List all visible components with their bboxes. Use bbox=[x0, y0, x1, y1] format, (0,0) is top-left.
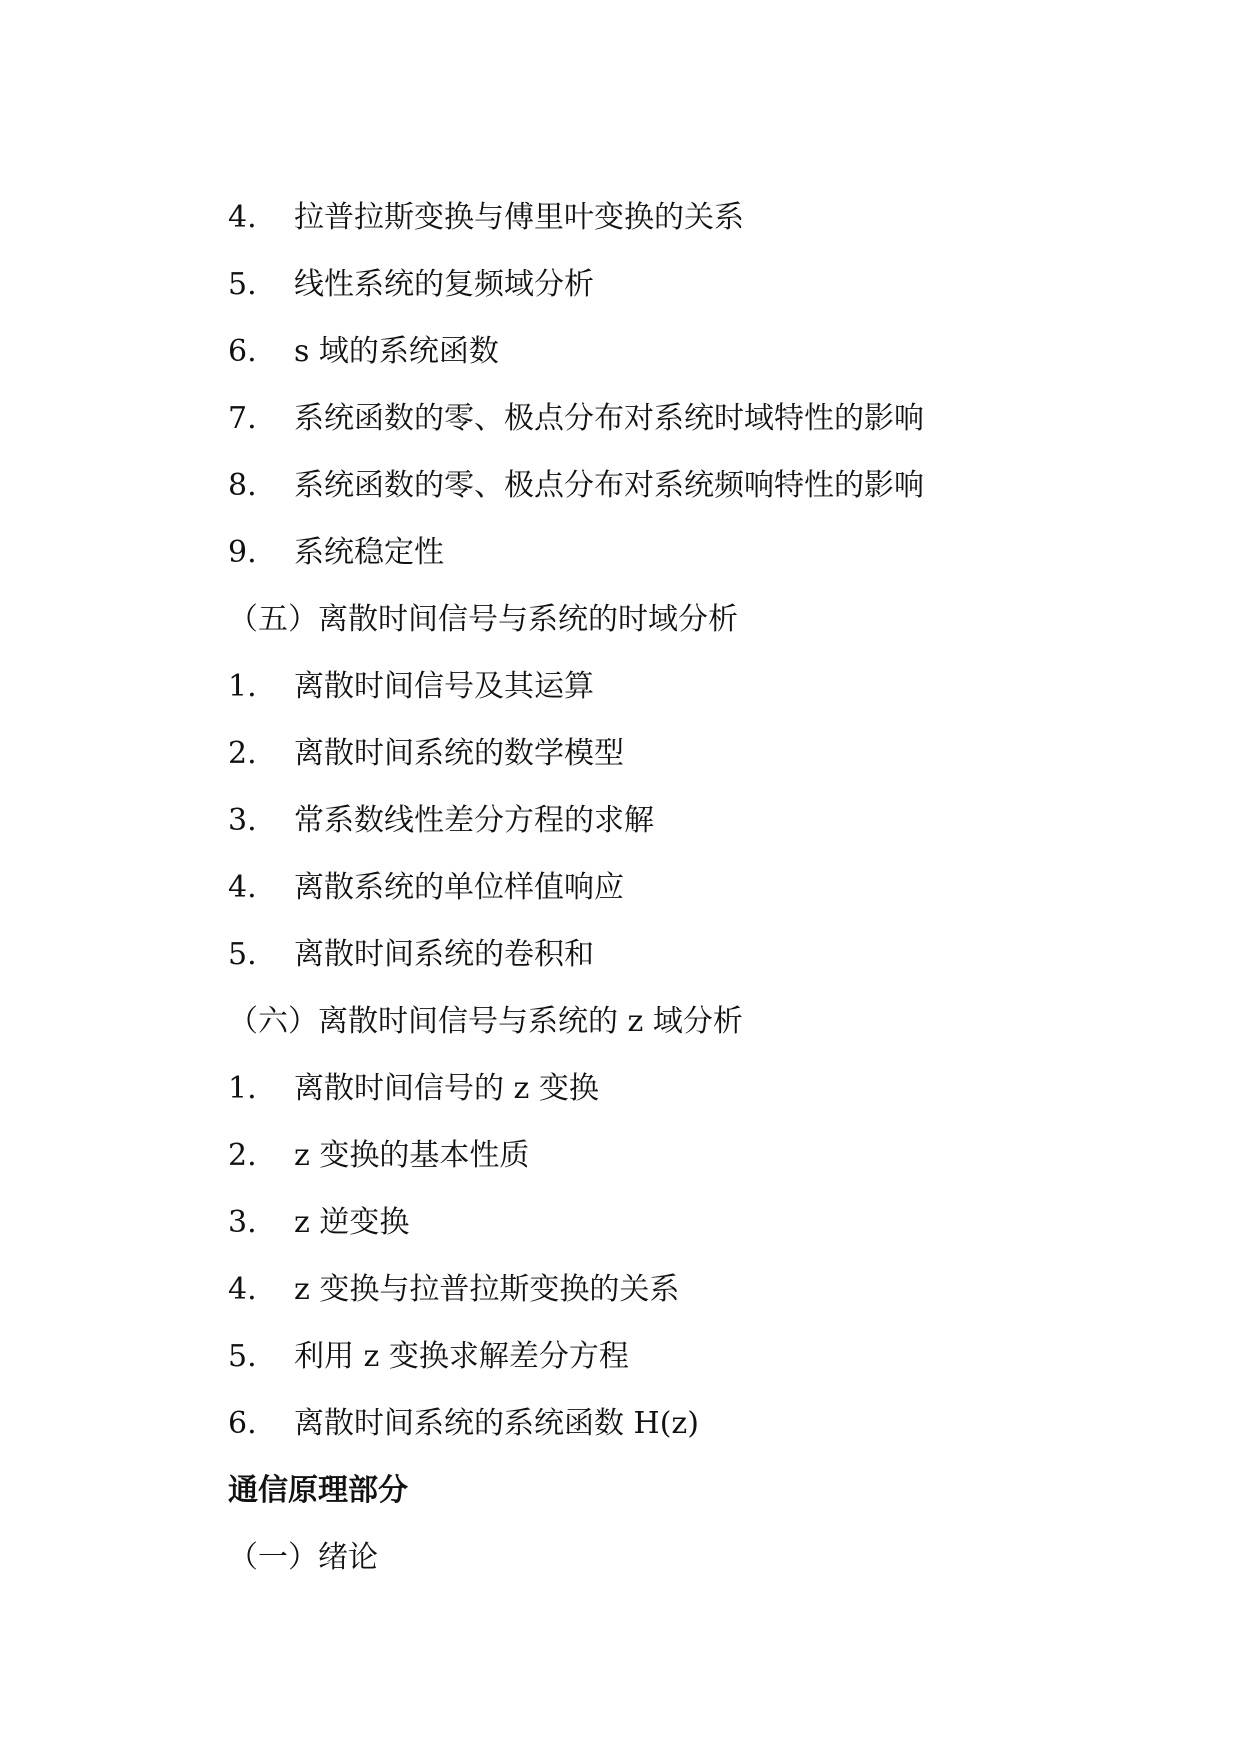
list-item-text: 离散时间系统的系统函数 H(z) bbox=[294, 1406, 699, 1441]
list-item-number: 2. bbox=[228, 1138, 257, 1173]
list-item-number: 4. bbox=[228, 200, 257, 235]
list-item bbox=[0, 724, 1240, 784]
section-heading bbox=[0, 590, 1240, 650]
list-item-number: 2. bbox=[228, 736, 257, 771]
list-item bbox=[0, 523, 1240, 583]
list-item-text: z 变换的基本性质 bbox=[294, 1138, 530, 1173]
list-item-number: 9. bbox=[228, 535, 257, 570]
list-item-text: z 逆变换 bbox=[294, 1205, 410, 1240]
list-item-number: 3. bbox=[228, 1205, 257, 1240]
list-item bbox=[0, 1126, 1240, 1186]
list-item-text: 离散系统的单位样值响应 bbox=[294, 870, 624, 905]
list-item-text: 利用 z 变换求解差分方程 bbox=[294, 1339, 629, 1374]
list-item-text: 系统稳定性 bbox=[294, 535, 444, 570]
list-item-text: 离散时间系统的数学模型 bbox=[294, 736, 624, 771]
list-item bbox=[0, 657, 1240, 717]
list-item-number: 4. bbox=[228, 1272, 257, 1307]
section-heading bbox=[0, 1528, 1240, 1588]
list-item bbox=[0, 255, 1240, 315]
list-item-text: 离散时间信号及其运算 bbox=[294, 669, 594, 704]
list-item-number: 6. bbox=[228, 1406, 257, 1441]
list-item-text: 系统函数的零、极点分布对系统频响特性的影响 bbox=[294, 468, 924, 503]
list-item-number: 1. bbox=[228, 669, 257, 704]
list-item-number: 5. bbox=[228, 267, 257, 302]
list-item bbox=[0, 456, 1240, 516]
list-item bbox=[0, 1327, 1240, 1387]
list-item-number: 5. bbox=[228, 937, 257, 972]
part-heading-title: 通信原理部分 bbox=[228, 1473, 408, 1508]
list-item-number: 5. bbox=[228, 1339, 257, 1374]
list-item-text: s 域的系统函数 bbox=[294, 334, 499, 369]
list-item bbox=[0, 1260, 1240, 1320]
list-item bbox=[0, 1059, 1240, 1119]
section-title: （五）离散时间信号与系统的时域分析 bbox=[228, 602, 738, 637]
list-item bbox=[0, 322, 1240, 382]
section-title: （六）离散时间信号与系统的 z 域分析 bbox=[228, 1004, 743, 1039]
list-item bbox=[0, 1394, 1240, 1454]
list-item bbox=[0, 925, 1240, 985]
list-item-text: 拉普拉斯变换与傅里叶变换的关系 bbox=[294, 200, 744, 235]
section-title: （一）绪论 bbox=[228, 1540, 378, 1575]
list-item-text: 离散时间系统的卷积和 bbox=[294, 937, 594, 972]
list-item bbox=[0, 858, 1240, 918]
list-item bbox=[0, 389, 1240, 449]
list-item-number: 4. bbox=[228, 870, 257, 905]
part-heading bbox=[0, 1461, 1240, 1521]
list-item-number: 6. bbox=[228, 334, 257, 369]
list-item-number: 1. bbox=[228, 1071, 257, 1106]
list-item-text: 线性系统的复频域分析 bbox=[294, 267, 594, 302]
list-item-text: 离散时间信号的 z 变换 bbox=[294, 1071, 599, 1106]
list-item bbox=[0, 791, 1240, 851]
list-item bbox=[0, 188, 1240, 248]
list-item-text: z 变换与拉普拉斯变换的关系 bbox=[294, 1272, 680, 1307]
list-item bbox=[0, 1193, 1240, 1253]
list-item-number: 3. bbox=[228, 803, 257, 838]
list-item-text: 系统函数的零、极点分布对系统时域特性的影响 bbox=[294, 401, 924, 436]
section-heading bbox=[0, 992, 1240, 1052]
list-item-number: 7. bbox=[228, 401, 257, 436]
list-item-number: 8. bbox=[228, 468, 257, 503]
list-item-text: 常系数线性差分方程的求解 bbox=[294, 803, 654, 838]
